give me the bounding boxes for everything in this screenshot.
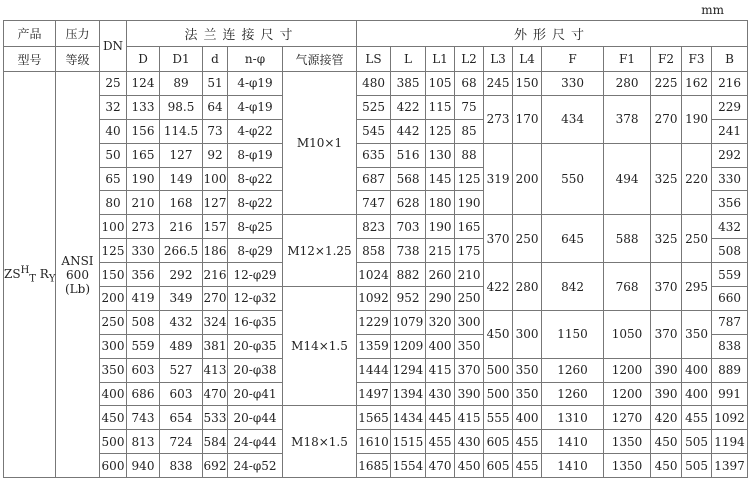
l2-cell: 350 xyxy=(455,334,484,358)
f-cell: 1150 xyxy=(542,310,604,358)
ls-cell: 687 xyxy=(357,167,391,191)
table-row xyxy=(4,215,748,239)
d1-cell: 349 xyxy=(160,287,203,311)
l2-cell: 250 xyxy=(455,287,484,311)
col-header-l2: L2 xyxy=(455,47,484,72)
col-header-f2: F2 xyxy=(651,47,682,72)
l3-cell: 500 xyxy=(484,358,513,382)
f3-cell: 220 xyxy=(682,143,712,215)
ls-cell: 1610 xyxy=(357,430,391,454)
f1-cell: 1200 xyxy=(604,382,651,406)
dn-cell: 65 xyxy=(100,167,127,191)
col-header-l3: L3 xyxy=(484,47,513,72)
d-cell: 813 xyxy=(127,430,160,454)
bolt-holes-cell: 8-φ25 xyxy=(228,215,283,239)
d1-cell: 432 xyxy=(160,310,203,334)
f2-cell: 270 xyxy=(651,95,682,143)
d1-cell: 838 xyxy=(160,454,203,478)
l4-cell: 350 xyxy=(513,358,542,382)
l-cell: 385 xyxy=(391,72,426,96)
pressure-header-top: 压力 xyxy=(56,21,100,47)
l3-cell: 500 xyxy=(484,382,513,406)
bolt-holes-cell: 4-φ19 xyxy=(228,72,283,96)
l3-cell: 450 xyxy=(484,310,513,358)
dn-cell: 100 xyxy=(100,215,127,239)
l1-cell: 180 xyxy=(426,191,455,215)
l1-cell: 115 xyxy=(426,95,455,119)
b-cell: 1092 xyxy=(712,406,748,430)
col-header-l: L xyxy=(391,47,426,72)
d-inner-cell: 324 xyxy=(203,310,228,334)
f-cell: 330 xyxy=(542,72,604,96)
ls-cell: 1497 xyxy=(357,382,391,406)
ls-cell: 545 xyxy=(357,119,391,143)
bolt-holes-cell: 12-φ29 xyxy=(228,263,283,287)
b-cell: 787 xyxy=(712,310,748,334)
f2-cell: 225 xyxy=(651,72,682,96)
bolt-holes-cell: 8-φ22 xyxy=(228,167,283,191)
b-cell: 889 xyxy=(712,358,748,382)
f1-cell: 588 xyxy=(604,215,651,263)
l2-cell: 450 xyxy=(455,454,484,478)
d-cell: 603 xyxy=(127,358,160,382)
ls-cell: 525 xyxy=(357,95,391,119)
ls-cell: 1359 xyxy=(357,334,391,358)
f1-cell: 378 xyxy=(604,95,651,143)
table-row xyxy=(4,382,748,406)
d-inner-cell: 186 xyxy=(203,239,228,263)
d1-cell: 724 xyxy=(160,430,203,454)
f2-cell: 325 xyxy=(651,215,682,263)
l3-cell: 605 xyxy=(484,454,513,478)
l3-cell: 422 xyxy=(484,263,513,311)
d-cell: 508 xyxy=(127,310,160,334)
l-cell: 1394 xyxy=(391,382,426,406)
d-inner-cell: 92 xyxy=(203,143,228,167)
table-row xyxy=(4,358,748,382)
l2-cell: 390 xyxy=(455,382,484,406)
d1-cell: 292 xyxy=(160,263,203,287)
b-cell: 1397 xyxy=(712,454,748,478)
dn-cell: 500 xyxy=(100,430,127,454)
pressure-line: 600 xyxy=(66,267,89,282)
f-cell: 1410 xyxy=(542,454,604,478)
model-r-subscript: Y xyxy=(48,273,56,285)
d-cell: 330 xyxy=(127,239,160,263)
col-header-b: B xyxy=(712,47,748,72)
f-cell: 645 xyxy=(542,215,604,263)
ls-cell: 1444 xyxy=(357,358,391,382)
l1-cell: 445 xyxy=(426,406,455,430)
table-row xyxy=(4,72,748,96)
col-header-d-inner: d xyxy=(203,47,228,72)
ls-cell: 823 xyxy=(357,215,391,239)
l-cell: 1515 xyxy=(391,430,426,454)
l1-cell: 455 xyxy=(426,430,455,454)
l1-cell: 105 xyxy=(426,72,455,96)
dn-cell: 25 xyxy=(100,72,127,96)
d-inner-cell: 584 xyxy=(203,430,228,454)
dn-cell: 80 xyxy=(100,191,127,215)
l4-cell: 300 xyxy=(513,310,542,358)
d-inner-cell: 64 xyxy=(203,95,228,119)
dn-cell: 350 xyxy=(100,358,127,382)
f-cell: 1260 xyxy=(542,358,604,382)
d1-cell: 266.5 xyxy=(160,239,203,263)
l2-cell: 430 xyxy=(455,430,484,454)
bolt-holes-cell: 16-φ35 xyxy=(228,310,283,334)
l1-cell: 430 xyxy=(426,382,455,406)
table-row xyxy=(4,430,748,454)
f2-cell: 370 xyxy=(651,263,682,311)
f3-cell: 162 xyxy=(682,72,712,96)
bolt-holes-cell: 8-φ22 xyxy=(228,191,283,215)
l4-cell: 170 xyxy=(513,95,542,143)
col-header-d1: D1 xyxy=(160,47,203,72)
table-row xyxy=(4,310,748,334)
d-cell: 686 xyxy=(127,382,160,406)
l4-cell: 455 xyxy=(513,430,542,454)
ls-cell: 858 xyxy=(357,239,391,263)
flange-dimensions-header: 法兰连接尺寸 xyxy=(127,21,357,47)
d-cell: 190 xyxy=(127,167,160,191)
f-cell: 1260 xyxy=(542,382,604,406)
d-inner-cell: 413 xyxy=(203,358,228,382)
b-cell: 508 xyxy=(712,239,748,263)
bolt-holes-cell: 24-φ52 xyxy=(228,454,283,478)
air-connection-cell: M14×1.5 xyxy=(283,287,357,406)
dn-cell: 200 xyxy=(100,287,127,311)
header-row-1 xyxy=(4,21,748,47)
d1-cell: 603 xyxy=(160,382,203,406)
l4-cell: 350 xyxy=(513,382,542,406)
f2-cell: 450 xyxy=(651,454,682,478)
dn-cell: 32 xyxy=(100,95,127,119)
d-inner-cell: 470 xyxy=(203,382,228,406)
pressure-line: (Lb) xyxy=(64,281,90,296)
l1-cell: 125 xyxy=(426,119,455,143)
d1-cell: 168 xyxy=(160,191,203,215)
f3-cell: 295 xyxy=(682,263,712,311)
outline-dimensions-header: 外形尺寸 xyxy=(357,21,748,47)
l2-cell: 175 xyxy=(455,239,484,263)
l-cell: 1554 xyxy=(391,454,426,478)
l4-cell: 150 xyxy=(513,72,542,96)
col-header-f1: F1 xyxy=(604,47,651,72)
product-header-top: 产品 xyxy=(4,21,56,47)
b-cell: 660 xyxy=(712,287,748,311)
f3-cell: 455 xyxy=(682,406,712,430)
d-inner-cell: 157 xyxy=(203,215,228,239)
f3-cell: 505 xyxy=(682,454,712,478)
l-cell: 628 xyxy=(391,191,426,215)
d-inner-cell: 51 xyxy=(203,72,228,96)
f1-cell: 1270 xyxy=(604,406,651,430)
d-inner-cell: 73 xyxy=(203,119,228,143)
b-cell: 559 xyxy=(712,263,748,287)
l-cell: 516 xyxy=(391,143,426,167)
b-cell: 356 xyxy=(712,191,748,215)
d1-cell: 127 xyxy=(160,143,203,167)
air-connection-cell: M10×1 xyxy=(283,72,357,215)
dn-cell: 40 xyxy=(100,119,127,143)
dn-cell: 125 xyxy=(100,239,127,263)
f3-cell: 250 xyxy=(682,215,712,263)
b-cell: 1194 xyxy=(712,430,748,454)
b-cell: 241 xyxy=(712,119,748,143)
d-cell: 210 xyxy=(127,191,160,215)
b-cell: 229 xyxy=(712,95,748,119)
ls-cell: 1092 xyxy=(357,287,391,311)
l-cell: 568 xyxy=(391,167,426,191)
f2-cell: 325 xyxy=(651,143,682,215)
data-rows xyxy=(4,72,748,478)
l2-cell: 210 xyxy=(455,263,484,287)
model-superscript: H xyxy=(20,264,30,276)
l2-cell: 85 xyxy=(455,119,484,143)
dn-cell: 400 xyxy=(100,382,127,406)
l-cell: 1079 xyxy=(391,310,426,334)
b-cell: 432 xyxy=(712,215,748,239)
d1-cell: 89 xyxy=(160,72,203,96)
b-cell: 838 xyxy=(712,334,748,358)
l1-cell: 400 xyxy=(426,334,455,358)
l2-cell: 88 xyxy=(455,143,484,167)
l2-cell: 75 xyxy=(455,95,484,119)
ls-cell: 1685 xyxy=(357,454,391,478)
d-cell: 165 xyxy=(127,143,160,167)
l-cell: 1209 xyxy=(391,334,426,358)
ls-cell: 747 xyxy=(357,191,391,215)
f-cell: 1410 xyxy=(542,430,604,454)
bolt-holes-cell: 20-φ41 xyxy=(228,382,283,406)
dn-header: DN xyxy=(100,21,127,72)
f3-cell: 350 xyxy=(682,310,712,358)
d-inner-cell: 270 xyxy=(203,287,228,311)
l-cell: 422 xyxy=(391,95,426,119)
l1-cell: 215 xyxy=(426,239,455,263)
l2-cell: 370 xyxy=(455,358,484,382)
l1-cell: 290 xyxy=(426,287,455,311)
f3-cell: 190 xyxy=(682,95,712,143)
ls-cell: 1024 xyxy=(357,263,391,287)
l-cell: 1434 xyxy=(391,406,426,430)
f1-cell: 768 xyxy=(604,263,651,311)
l4-cell: 455 xyxy=(513,454,542,478)
l1-cell: 470 xyxy=(426,454,455,478)
l2-cell: 125 xyxy=(455,167,484,191)
d-inner-cell: 216 xyxy=(203,263,228,287)
d-cell: 940 xyxy=(127,454,160,478)
air-connection-cell: M12×1.25 xyxy=(283,215,357,287)
l-cell: 738 xyxy=(391,239,426,263)
model-r: R xyxy=(39,266,49,281)
l3-cell: 273 xyxy=(484,95,513,143)
col-header-l1: L1 xyxy=(426,47,455,72)
d-inner-cell: 100 xyxy=(203,167,228,191)
l1-cell: 415 xyxy=(426,358,455,382)
l3-cell: 555 xyxy=(484,406,513,430)
d-cell: 559 xyxy=(127,334,160,358)
col-header-f3: F3 xyxy=(682,47,712,72)
l4-cell: 250 xyxy=(513,215,542,263)
l1-cell: 130 xyxy=(426,143,455,167)
f2-cell: 390 xyxy=(651,358,682,382)
d1-cell: 114.5 xyxy=(160,119,203,143)
l4-cell: 280 xyxy=(513,263,542,311)
col-header-l4: L4 xyxy=(513,47,542,72)
b-cell: 330 xyxy=(712,167,748,191)
l2-cell: 300 xyxy=(455,310,484,334)
d1-cell: 654 xyxy=(160,406,203,430)
l-cell: 1294 xyxy=(391,358,426,382)
l1-cell: 190 xyxy=(426,215,455,239)
table-row xyxy=(4,143,748,167)
bolt-holes-cell: 20-φ38 xyxy=(228,358,283,382)
dn-cell: 600 xyxy=(100,454,127,478)
f3-cell: 400 xyxy=(682,358,712,382)
f2-cell: 390 xyxy=(651,382,682,406)
f-cell: 1310 xyxy=(542,406,604,430)
l-cell: 882 xyxy=(391,263,426,287)
d-inner-cell: 381 xyxy=(203,334,228,358)
ls-cell: 635 xyxy=(357,143,391,167)
f2-cell: 450 xyxy=(651,430,682,454)
d-cell: 156 xyxy=(127,119,160,143)
pressure-line: ANSI xyxy=(61,253,94,268)
model-subscript: T xyxy=(29,273,36,285)
f2-cell: 420 xyxy=(651,406,682,430)
ls-cell: 1229 xyxy=(357,310,391,334)
spec-table xyxy=(3,20,748,478)
f3-cell: 505 xyxy=(682,430,712,454)
l4-cell: 400 xyxy=(513,406,542,430)
f1-cell: 280 xyxy=(604,72,651,96)
model-base: ZS xyxy=(4,266,21,281)
f3-cell: 400 xyxy=(682,382,712,406)
l-cell: 703 xyxy=(391,215,426,239)
f-cell: 434 xyxy=(542,95,604,143)
d-cell: 124 xyxy=(127,72,160,96)
col-header-n-phi: n-φ xyxy=(228,47,283,72)
l2-cell: 190 xyxy=(455,191,484,215)
l2-cell: 165 xyxy=(455,215,484,239)
l1-cell: 260 xyxy=(426,263,455,287)
f-cell: 842 xyxy=(542,263,604,311)
f1-cell: 1350 xyxy=(604,454,651,478)
dn-cell: 50 xyxy=(100,143,127,167)
f1-cell: 1350 xyxy=(604,430,651,454)
f-cell: 550 xyxy=(542,143,604,215)
d-cell: 356 xyxy=(127,263,160,287)
pressure-header-bottom: 等级 xyxy=(56,47,100,72)
l-cell: 442 xyxy=(391,119,426,143)
l-cell: 952 xyxy=(391,287,426,311)
ls-cell: 480 xyxy=(357,72,391,96)
b-cell: 991 xyxy=(712,382,748,406)
l1-cell: 320 xyxy=(426,310,455,334)
f2-cell: 370 xyxy=(651,310,682,358)
f1-cell: 1050 xyxy=(604,310,651,358)
ls-cell: 1565 xyxy=(357,406,391,430)
d-cell: 419 xyxy=(127,287,160,311)
d1-cell: 527 xyxy=(160,358,203,382)
b-cell: 292 xyxy=(712,143,748,167)
f1-cell: 494 xyxy=(604,143,651,215)
d1-cell: 149 xyxy=(160,167,203,191)
d1-cell: 98.5 xyxy=(160,95,203,119)
col-header-air-connection: 气源接管 xyxy=(283,47,357,72)
d-cell: 743 xyxy=(127,406,160,430)
d-cell: 273 xyxy=(127,215,160,239)
l3-cell: 370 xyxy=(484,215,513,263)
table-row xyxy=(4,454,748,478)
bolt-holes-cell: 20-φ44 xyxy=(228,406,283,430)
bolt-holes-cell: 24-φ44 xyxy=(228,430,283,454)
col-header-f: F xyxy=(542,47,604,72)
bolt-holes-cell: 4-φ19 xyxy=(228,95,283,119)
l2-cell: 415 xyxy=(455,406,484,430)
d-inner-cell: 533 xyxy=(203,406,228,430)
bolt-holes-cell: 20-φ35 xyxy=(228,334,283,358)
d-cell: 133 xyxy=(127,95,160,119)
d-inner-cell: 692 xyxy=(203,454,228,478)
l3-cell: 319 xyxy=(484,143,513,215)
dn-cell: 250 xyxy=(100,310,127,334)
col-header-ls: LS xyxy=(357,47,391,72)
unit-label: mm xyxy=(701,3,724,17)
dn-cell: 300 xyxy=(100,334,127,358)
l3-cell: 605 xyxy=(484,430,513,454)
table-row xyxy=(4,95,748,119)
air-connection-cell: M18×1.5 xyxy=(283,406,357,478)
l3-cell: 245 xyxy=(484,72,513,96)
bolt-holes-cell: 12-φ32 xyxy=(228,287,283,311)
model-cell xyxy=(4,72,56,478)
bolt-holes-cell: 4-φ22 xyxy=(228,119,283,143)
table-row xyxy=(4,406,748,430)
pressure-cell xyxy=(56,72,100,478)
dn-cell: 450 xyxy=(100,406,127,430)
l4-cell: 200 xyxy=(513,143,542,215)
f1-cell: 1200 xyxy=(604,358,651,382)
col-header-d-outer: D xyxy=(127,47,160,72)
table-row xyxy=(4,263,748,287)
bolt-holes-cell: 8-φ19 xyxy=(228,143,283,167)
b-cell: 216 xyxy=(712,72,748,96)
product-header-bottom: 型号 xyxy=(4,47,56,72)
d-inner-cell: 127 xyxy=(203,191,228,215)
dn-cell: 150 xyxy=(100,263,127,287)
l1-cell: 145 xyxy=(426,167,455,191)
l2-cell: 68 xyxy=(455,72,484,96)
bolt-holes-cell: 8-φ29 xyxy=(228,239,283,263)
d1-cell: 489 xyxy=(160,334,203,358)
d1-cell: 216 xyxy=(160,215,203,239)
